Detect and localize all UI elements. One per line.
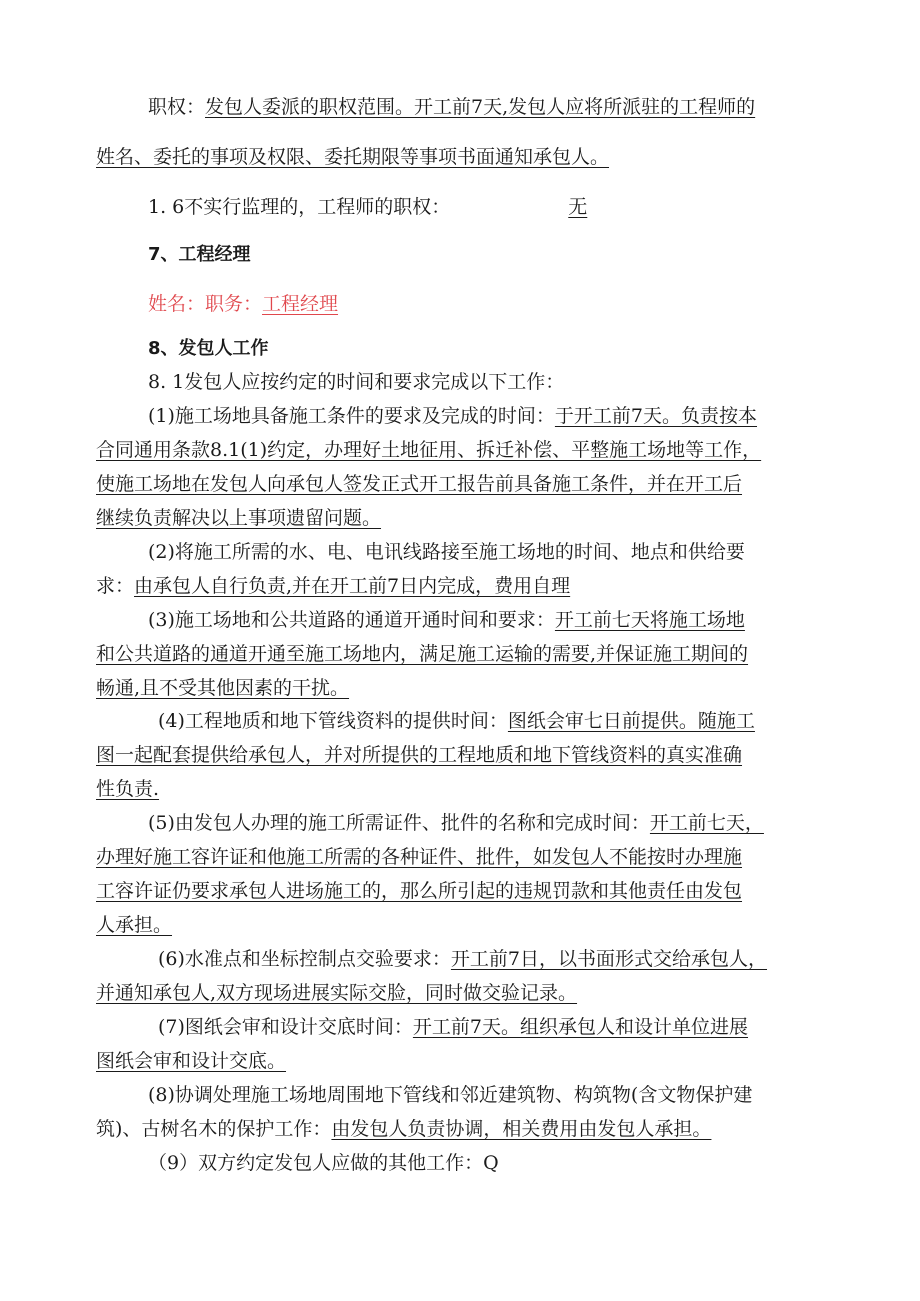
item-1-value-4: 继续负责解决以上事项遗留问题。: [96, 507, 382, 529]
line-8-1-text: 8. 1发包人应按约定的时间和要求完成以下工作：: [148, 371, 565, 393]
section-8-heading: [148, 338, 269, 360]
item-8-label-2: 筑)、古树名木的保护工作：: [96, 1118, 332, 1140]
item-8-value: 由发包人负责协调，相关费用由发包人承担。: [331, 1118, 712, 1140]
item-4-line-1: [158, 710, 755, 733]
item-1-line-2: [96, 439, 761, 462]
item-5-value-4: 人承担。: [96, 914, 173, 936]
line-1-label: 职权：: [148, 96, 206, 118]
line-3-value: 无: [568, 196, 588, 218]
item-8-line-1: [148, 1084, 752, 1107]
item-4-line-2: [96, 744, 742, 767]
item-3-value-2: 和公共道路的通道开通至施工场地内，满足施工运输的需要,并保证施工期间的: [96, 643, 749, 665]
item-3-line-1: [148, 609, 745, 632]
item-6-value-2: 并通知承包人,双方现场进展实际交脸，同时做交验记录。: [96, 982, 578, 1004]
section-7-heading: [148, 244, 251, 266]
item-2-line-1: [148, 541, 745, 564]
item-3-line-3: [96, 677, 349, 700]
item-2-label-2: 求：: [96, 575, 135, 597]
item-1-line-1: [148, 405, 757, 428]
line-2-value: 姓名、委托的事项及权限、委托期限等事项书面通知承包人。: [96, 146, 610, 168]
item-4-value-3: 性负责.: [96, 778, 160, 800]
item-6-value: 开工前7日，以书面形式交给承包人，: [450, 948, 768, 970]
item-8-label: (8)协调处理施工场地周围地下管线和邻近建筑物、构筑物(含文物保护建: [148, 1084, 753, 1106]
item-6-line-2: [96, 982, 577, 1005]
section-7-title: 7、工程经理: [148, 244, 251, 265]
line-2: [96, 146, 609, 169]
item-9-label: （9）双方约定发包人应做的其他工作：Q: [148, 1152, 499, 1174]
item-3-label: (3)施工场地和公共道路的通道开通时间和要求：: [148, 609, 555, 631]
item-5-value: 开工前七天，: [649, 812, 764, 834]
item-6-line-1: [158, 948, 767, 971]
item-8-line-2: [96, 1118, 711, 1141]
line-1-value: 发包人委派的职权范围。开工前7天,发包人应将所派驻的工程师的: [205, 96, 756, 118]
section-8-title: 8、发包人工作: [148, 338, 269, 359]
item-1-line-4: [96, 507, 381, 530]
item-1-line-3: [96, 473, 742, 496]
item-5-value-3: 工容许证仍要求承包人进场施工的，那么所引起的违规罚款和其他责任由发包: [96, 880, 743, 902]
item-4-value: 图纸会审七日前提供。随施工: [507, 710, 755, 732]
item-5-line-3: [96, 880, 742, 903]
item-2-label: (2)将施工所需的水、电、电讯线路接至施工场地的时间、地点和供给要: [148, 541, 745, 563]
item-4-label: (4)工程地质和地下管线资料的提供时间：: [158, 710, 508, 732]
line-3-label: 1. 6不实行监理的，工程师的职权：: [148, 196, 451, 218]
item-7-value: 开工前7天。组织承包人和设计单位进展: [412, 1016, 749, 1038]
line-manager: [148, 293, 338, 316]
item-9-line-1: [148, 1152, 499, 1175]
item-3-line-2: [96, 643, 748, 666]
line-8-1: [148, 371, 564, 394]
item-7-label: (7)图纸会审和设计交底时间：: [158, 1016, 413, 1038]
item-5-line-4: [96, 914, 172, 937]
item-1-label: (1)施工场地具备施工条件的要求及完成的时间：: [148, 405, 555, 427]
item-5-line-2: [96, 846, 742, 869]
item-1-value: 于开工前7天。负责按本: [554, 405, 758, 427]
manager-value: 工程经理: [262, 293, 339, 315]
item-7-line-1: [158, 1016, 748, 1039]
item-3-value: 开工前七天将施工场地: [554, 609, 745, 631]
item-7-line-2: [96, 1050, 286, 1073]
item-1-value-2: 合同通用条款8.1(1)约定，办理好土地征用、拆迁补偿、平整施工场地等工作，: [96, 439, 762, 461]
item-5-line-1: [148, 812, 764, 835]
item-1-value-3: 使施工场地在发包人向承包人签发正式开工报告前具备施工条件，并在开工后: [96, 473, 743, 495]
manager-label: 姓名：职务：: [148, 293, 263, 315]
line-3: [148, 196, 587, 219]
item-2-line-2: [96, 575, 570, 598]
item-7-value-2: 图纸会审和设计交底。: [96, 1050, 287, 1072]
item-5-label: (5)由发包人办理的施工所需证件、批件的名称和完成时间：: [148, 812, 650, 834]
item-5-value-2: 办理好施工容许证和他施工所需的各种证件、批件，如发包人不能按时办理施: [96, 846, 743, 868]
item-4-line-3: [96, 778, 159, 801]
item-2-value: 由承包人自行负责,并在开工前7日内完成，费用自理: [134, 575, 571, 597]
item-6-label: (6)水准点和坐标控制点交验要求：: [158, 948, 451, 970]
item-3-value-3: 畅通,且不受其他因素的干扰。: [96, 677, 350, 699]
line-1: [148, 96, 755, 119]
item-4-value-2: 图一起配套提供给承包人，并对所提供的工程地质和地下管线资料的真实准确: [96, 744, 743, 766]
